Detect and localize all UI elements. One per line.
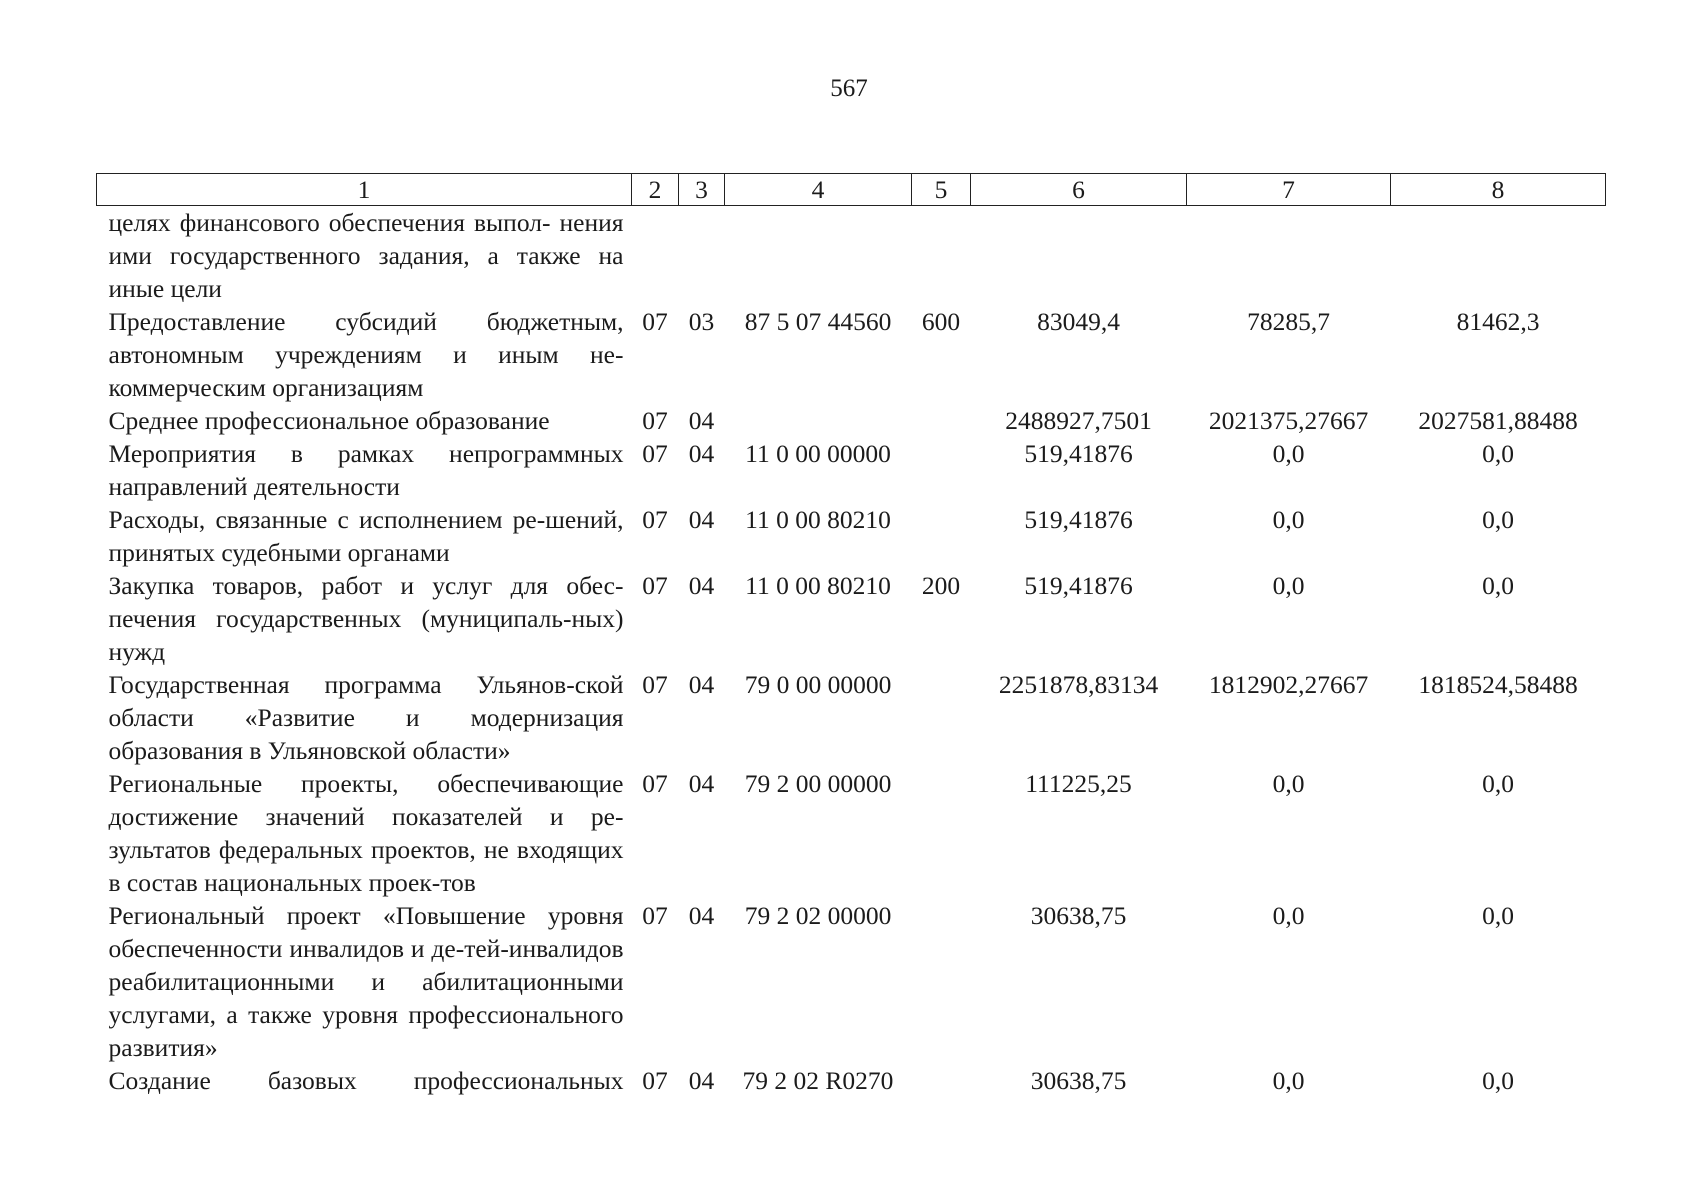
row-target-article: 11 0 00 00000: [745, 439, 891, 468]
row-amount-2: 0,0: [1272, 901, 1305, 930]
row-subsection-code: 04: [688, 439, 715, 468]
row-target-article: [725, 404, 912, 437]
header-col-2: 2: [632, 174, 679, 206]
row-expense-type: [912, 767, 971, 899]
row-name: Среднее профессиональное образование: [108, 406, 550, 435]
row-subsection-code: 04: [688, 670, 715, 699]
table-row: [97, 305, 1606, 404]
row-amount-3: 1818524,58488: [1418, 670, 1578, 699]
row-amount-2: 0,0: [1272, 571, 1305, 600]
row-name: Государственная программа Ульянов-ской области «Развитие и модернизация образования в Ульяновской области»: [108, 670, 624, 765]
row-section-code: 07: [642, 439, 668, 468]
row-subsection-code: 04: [688, 571, 715, 600]
table-row: [97, 1064, 1606, 1097]
row-amount-3: 0,0: [1482, 769, 1514, 798]
row-amount-3: 0,0: [1482, 901, 1514, 930]
row-section-code: 07: [642, 571, 668, 600]
row-amount-1: 2251878,83134: [998, 670, 1159, 699]
row-amount-2: [1187, 206, 1391, 306]
row-name: Региональные проекты, обеспечивающие достижение значений показателей и ре-зультатов федеральных проектов, не входящих в состав национальных проек-тов: [108, 769, 624, 897]
header-col-8: 8: [1391, 174, 1606, 206]
table-row: [97, 404, 1606, 437]
table-row: [97, 569, 1606, 668]
row-amount-1: 111225,25: [1025, 769, 1132, 798]
row-amount-2: 0,0: [1272, 505, 1305, 534]
row-subsection-code: 03: [688, 307, 715, 336]
row-amount-1: 30638,75: [1030, 901, 1127, 930]
row-amount-2: 2021375,27667: [1208, 406, 1369, 435]
row-amount-1: 519,41876: [1024, 505, 1133, 534]
row-subsection-code: 04: [688, 406, 715, 435]
row-name: целях финансового обеспечения выпол- нения ими государственного задания, а также на иные цели: [108, 208, 624, 303]
row-amount-1: [971, 206, 1187, 306]
row-target-article: 11 0 00 80210: [745, 571, 891, 600]
table-row: [97, 899, 1606, 1064]
row-amount-2: 1812902,27667: [1208, 670, 1369, 699]
row-expense-type: 600: [921, 307, 961, 336]
header-row: [97, 174, 1606, 206]
row-expense-type: [912, 899, 971, 1064]
row-expense-type: [912, 668, 971, 767]
row-amount-2: 0,0: [1272, 1066, 1305, 1095]
row-amount-2: 0,0: [1272, 769, 1305, 798]
row-section-code: 07: [642, 307, 668, 336]
row-amount-2: 78285,7: [1247, 307, 1330, 336]
row-target-article: 79 2 00 00000: [744, 769, 892, 798]
row-amount-3: [1391, 206, 1606, 306]
table-row: [97, 668, 1606, 767]
header-col-7: 7: [1187, 174, 1391, 206]
page-number: 567: [830, 75, 868, 102]
row-section-code: 07: [642, 670, 668, 699]
row-amount-3: 0,0: [1482, 505, 1514, 534]
row-subsection-code: 04: [688, 901, 715, 930]
row-amount-3: 0,0: [1482, 571, 1514, 600]
header-col-1: 1: [97, 174, 632, 206]
row-amount-3: 81462,3: [1456, 307, 1540, 336]
row-target-article: 79 2 02 R0270: [742, 1066, 894, 1095]
row-name: Расходы, связанные с исполнением ре-шений, принятых судебными органами: [108, 505, 624, 567]
row-target-article: 11 0 00 80210: [745, 505, 891, 534]
row-name: Региональный проект «Повышение уровня обеспеченности инвалидов и де-тей-инвалидов реабилитационными и абилитационными услугами, а также уровня профессионального развития»: [108, 901, 624, 1062]
header-col-3: 3: [679, 174, 725, 206]
row-amount-2: 0,0: [1272, 439, 1305, 468]
row-section-code: 07: [642, 505, 668, 534]
row-expense-type: [912, 503, 971, 569]
row-section-code: [632, 206, 679, 306]
row-section-code: 07: [642, 406, 668, 435]
row-section-code: 07: [642, 901, 668, 930]
table-header: [97, 174, 1606, 206]
row-amount-3: 0,0: [1482, 1066, 1514, 1095]
row-expense-type: [912, 1064, 971, 1097]
table-row: [97, 206, 1606, 306]
row-amount-3: 0,0: [1482, 439, 1514, 468]
row-expense-type: [912, 437, 971, 503]
header-col-5: 5: [912, 174, 971, 206]
header-col-4: 4: [725, 174, 912, 206]
row-expense-type: [912, 404, 971, 437]
row-section-code: 07: [642, 1066, 668, 1095]
row-amount-1: 519,41876: [1024, 439, 1133, 468]
header-col-6: 6: [971, 174, 1187, 206]
row-amount-1: 30638,75: [1030, 1066, 1127, 1095]
row-name: Закупка товаров, работ и услуг для обес-печения государственных (муниципаль-ных) нужд: [108, 571, 624, 666]
row-target-article: [725, 206, 912, 306]
row-target-article: 79 0 00 00000: [744, 670, 892, 699]
table-body: [97, 206, 1606, 1098]
row-subsection-code: 04: [688, 769, 715, 798]
row-amount-3: 2027581,88488: [1418, 406, 1578, 435]
row-section-code: 07: [642, 769, 668, 798]
table-row: [97, 437, 1606, 503]
budget-table: [96, 173, 1606, 1097]
table-row: [97, 503, 1606, 569]
row-expense-type: [912, 206, 971, 306]
row-name: Создание базовых профессиональных: [108, 1066, 624, 1095]
row-target-article: 79 2 02 00000: [744, 901, 892, 930]
row-subsection-code: 04: [688, 1066, 715, 1095]
row-expense-type: 200: [921, 571, 961, 600]
row-subsection-code: 04: [688, 505, 715, 534]
row-target-article: 87 5 07 44560: [744, 307, 892, 336]
row-subsection-code: [679, 206, 725, 306]
row-amount-1: 83049,4: [1037, 307, 1120, 336]
row-amount-1: 2488927,7501: [1005, 406, 1152, 435]
row-amount-1: 519,41876: [1024, 571, 1133, 600]
table-row: [97, 767, 1606, 899]
row-name: Мероприятия в рамках непрограммных направлений деятельности: [108, 439, 624, 501]
row-name: Предоставление субсидий бюджетным, автономным учреждениям и иным не-коммерческим организациям: [108, 307, 624, 402]
